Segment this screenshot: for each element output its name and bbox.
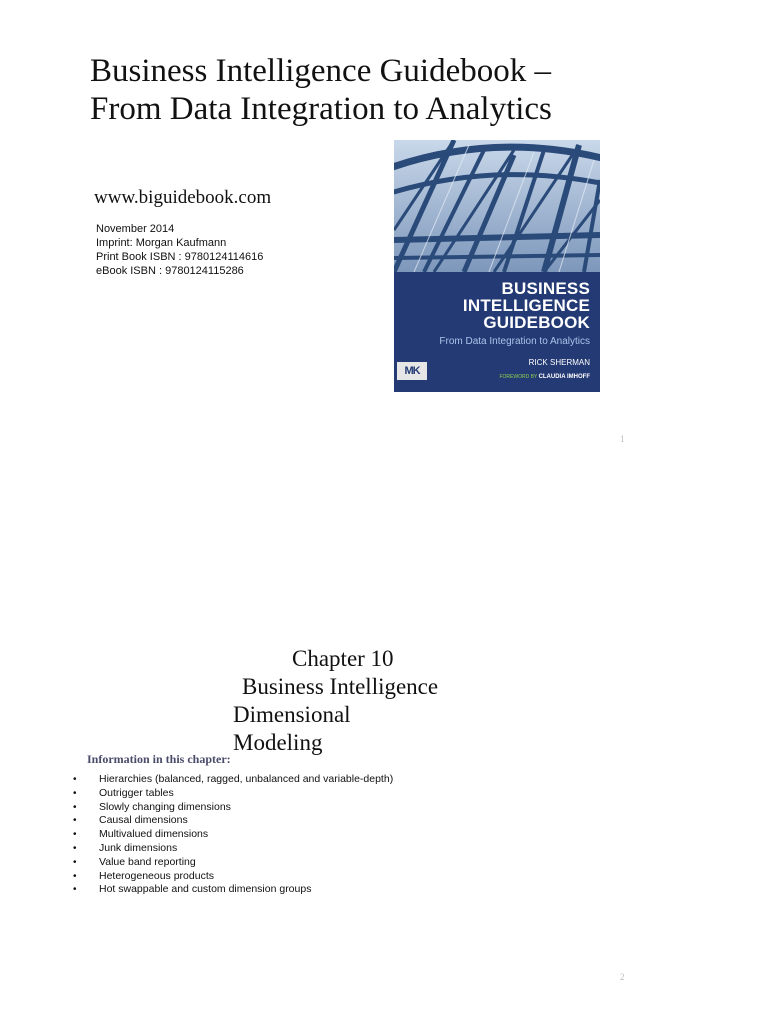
book-cover-image: [394, 140, 600, 392]
cover-author: RICK SHERMAN: [528, 358, 590, 367]
chapter-topics-list: [73, 773, 393, 897]
chapter-title-line-3: Dimensional: [233, 702, 351, 727]
list-item: • Outrigger tables: [73, 787, 393, 801]
list-item: • Causal dimensions: [73, 814, 393, 828]
list-item: • Hot swappable and custom dimension groups: [73, 883, 393, 897]
ebook-isbn: eBook ISBN : 9780124115286: [96, 265, 244, 277]
publication-info: [96, 222, 263, 278]
list-item: • Slowly changing dimensions: [73, 801, 393, 815]
list-item: • Heterogeneous products: [73, 870, 393, 884]
cover-title-line: INTELLIGENCE: [462, 296, 590, 315]
chapter-title-line-1: Chapter 10: [292, 646, 394, 671]
chapter-title-line-2: Business Intelligence: [242, 674, 439, 699]
cover-title-line: BUSINESS: [501, 279, 590, 298]
info-heading: Information in this chapter:: [87, 752, 231, 766]
chapter-title-line-4: Modeling: [233, 730, 323, 755]
cover-foreword-label: FOREWORD BY: [499, 374, 538, 380]
document-title-line-1: Business Intelligence Guidebook –: [90, 53, 552, 89]
website-link[interactable]: www.biguidebook.com: [94, 187, 272, 208]
imprint: Imprint: Morgan Kaufmann: [96, 237, 227, 249]
list-item: • Junk dimensions: [73, 842, 393, 856]
cover-foreword-name: CLAUDIA IMHOFF: [538, 374, 590, 380]
document-title-line-2: From Data Integration to Analytics: [90, 91, 552, 127]
page-number: 1: [620, 434, 625, 444]
cover-subtitle: From Data Integration to Analytics: [439, 336, 590, 347]
cover-title: [394, 280, 590, 331]
list-item: • Value band reporting: [73, 856, 393, 870]
cover-foreword: [499, 374, 590, 380]
list-item: • Hierarchies (balanced, ragged, unbalanced and variable-depth): [73, 773, 393, 787]
page-number: 2: [620, 972, 625, 982]
publication-date: November 2014: [96, 223, 175, 235]
list-item: • Multivalued dimensions: [73, 828, 393, 842]
publisher-logo: MK: [397, 362, 427, 380]
bridge-photo: [394, 140, 600, 272]
print-isbn: Print Book ISBN : 9780124114616: [96, 251, 264, 263]
cover-title-line: GUIDEBOOK: [483, 313, 590, 332]
